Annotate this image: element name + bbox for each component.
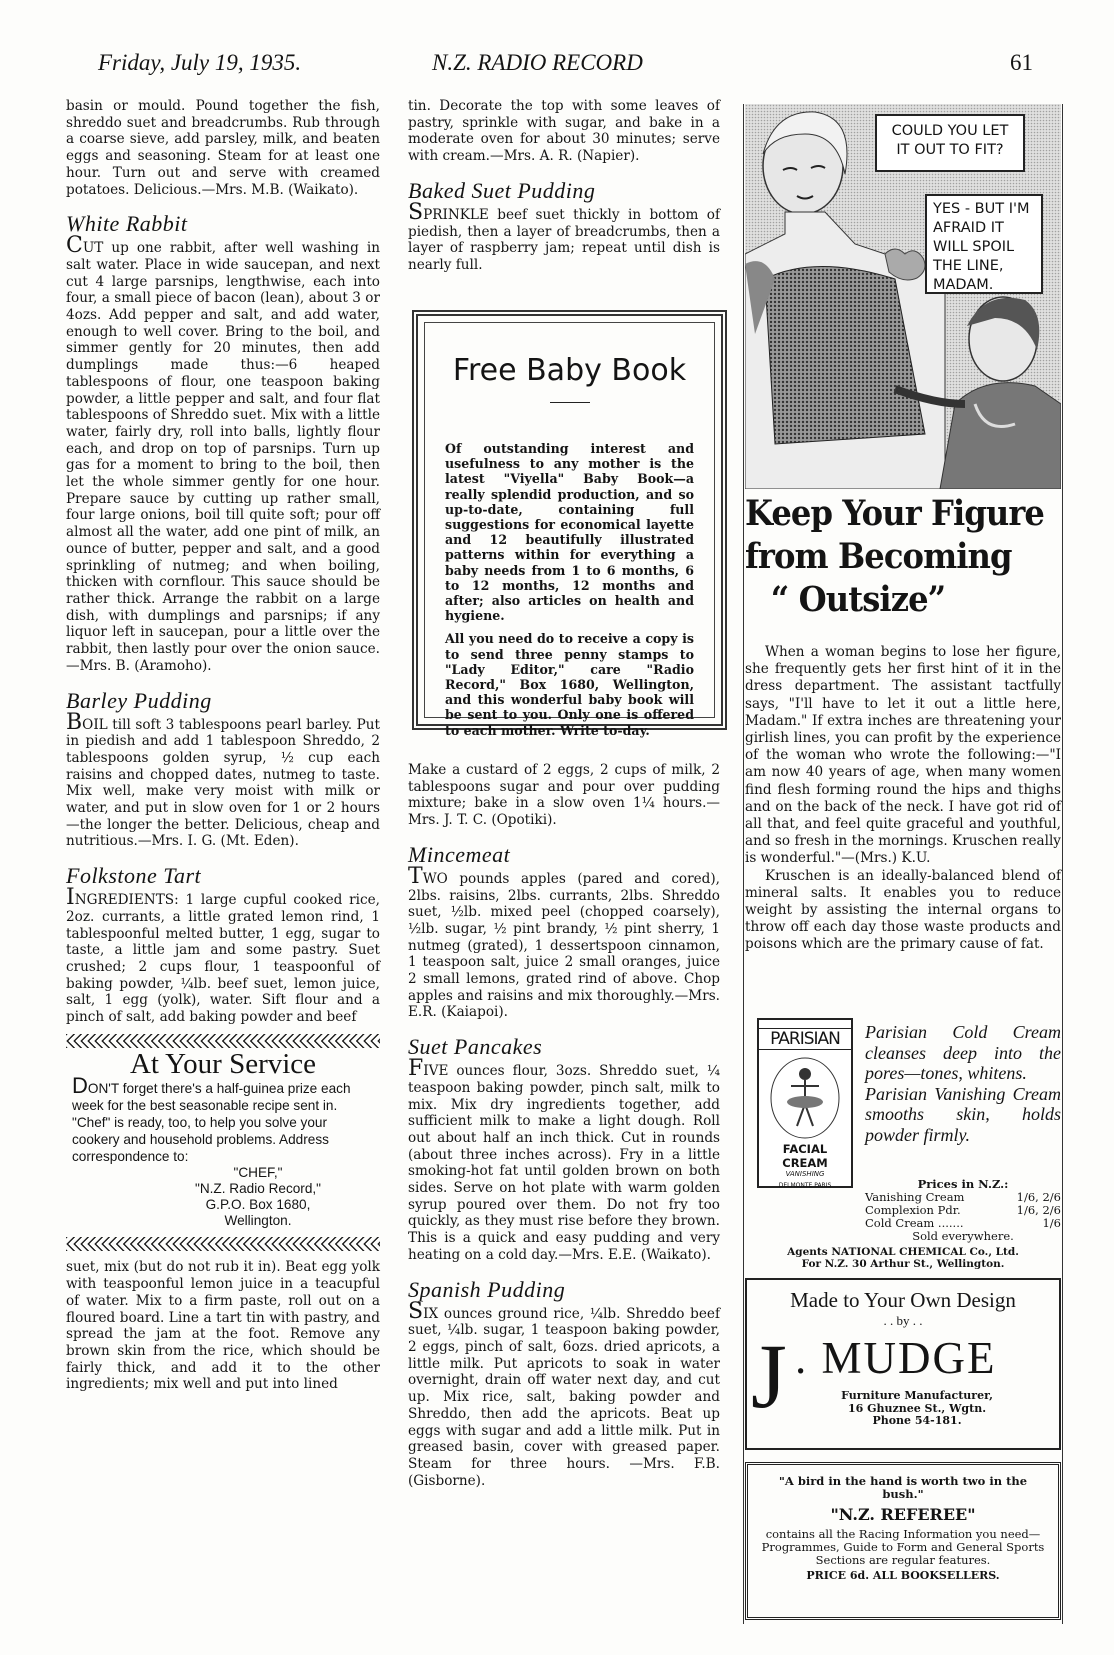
drop-cap: D bbox=[72, 1073, 88, 1099]
dancer-icon bbox=[761, 1052, 849, 1140]
column-2-top bbox=[408, 98, 720, 274]
recipe-title-folkstone-tart: Folkstone Tart bbox=[66, 863, 202, 889]
cream-jar-illustration: PARISIAN FACIAL CREAM VANISHING DELMONTE PARIS bbox=[757, 1018, 853, 1188]
drop-cap: I bbox=[66, 885, 75, 911]
mudge-initial: J bbox=[751, 1325, 787, 1427]
kruschen-body: When a woman begins to lose her figure, she frequently gets her first hint of it in the dress department. The assistant tactfully says, "I'll have to let it out a little here, Madam." If extra inches are threatening your girlish lines, you can profit by the experience of the woman who wrote the following:—"I am now 40 years of age, when many women find flesh forming round the hips and thighs and on the back of the neck. I have got rid of all that, and feel quite graceful and youthful, and so fresh in the mornings. Kruschen really is wonderful."—(Mrs.) K.U. Kruschen is an ideally-balanced blend of mineral salts. It enables you to reduce weight by assisting the internal organs to throw off each day those waste products and poisons which are the primary cause of fat. bbox=[745, 644, 1061, 953]
recipe-continued-intro-2: tin. Decorate the top with some leaves of pastry, sprinkle with sugar, and bake in a moderate oven for about 30 minutes; serve with cream.—Mrs. A. R. (Napier). bbox=[408, 98, 720, 165]
ornamental-border-bottom bbox=[66, 1237, 380, 1251]
recipe-body-baked-suet: SPRINKLE beef suet thickly in bottom of piedish, then a layer of breadcrumbs, then a layer of raspberry jam; repeat until dish is nearly full. bbox=[408, 199, 720, 273]
kruschen-ad bbox=[745, 104, 1061, 954]
at-your-service-box bbox=[66, 1047, 380, 1230]
parisian-prices: Prices in N.Z.: Vanishing Cream 1/6, 2/6 Complexion Pdr. 1/6, 2/6 Cold Cream ....... 1/6 Sold everywhere. bbox=[865, 1177, 1061, 1243]
drop-cap: B bbox=[66, 709, 83, 735]
baby-book-para-2: All you need do to receive a copy is to send three penny stamps to "Lady Editor," care "Radio Record," Box 1680, Wellington, and this wonderful baby book will be sent to you. Only one is offered to each mother. Write to-day. bbox=[445, 631, 694, 738]
column-rule bbox=[1062, 104, 1063, 1624]
baby-book-title: Free Baby Book bbox=[452, 353, 687, 388]
column-rule bbox=[743, 104, 744, 1624]
recipe-body-suet-pancakes: FIVE ounces flour, 3ozs. Shreddo suet, ¼ teaspoon baking powder, pinch salt, milk to mix. Mix dry ingredients together, add sufficient milk to make a light dough. Roll out about half an inch thick. Cut in rounds (about three inches across). Fry in a little smoking-hot fat until golden brown on both sides. Serve on hot plate with warm golden syrup poured over them. Do not fry too quickly, as they must rise before they brown. This is a quick and easy pudding and very heating on a cold day.—Mrs. E.E. (Waikato). bbox=[408, 1056, 720, 1263]
referee-ad: "A bird in the hand is worth two in the bush." "N.Z. REFEREE" contains all the Racing Information you need—Programmes, Guide to Form and General Sports Sections are regular features. PRICE 6d. ALL BOOKSELLERS. bbox=[745, 1462, 1061, 1620]
drop-cap: F bbox=[408, 1056, 424, 1082]
recipe-body-white-rabbit: CUT up one rabbit, after well washing in salt water. Place in wide saucepan, and next cut 4 large parsnips, lengthwise, each into four, a small piece of bacon (lean), about 3 or 4ozs. Add pepper and salt, and add water, enough to well cover. Bring to the boil, and simmer gently for 20 minutes, then add dumplings made thus:—6 heaped tablespoons of flour, one teaspoon baking powder, a little pepper and salt, and four flat tablespoons of Shreddo suet. Mix with a little water, fairly dry, roll into balls, lightly flour each, and drop on top of parsnips. Turn up gas for a moment to bring to the boil, then let the whole simmer gently for one hour. Prepare sauce by cutting up rather small, four large onions, boil till quite soft; pour off almost all the water, add one pint of milk, an ounce of butter, pepper and salt, and a good sprinkling of nutmeg; and when boiling, thicken with cornflour. This sauce should be rather thick. Arrange the rabbit on a large dish, with dumplings and parsnips; if any liquor left in saucepan, pour a little over the rabbit, then lastly pour over the onion sauce.—Mrs. B. (Aramoho). bbox=[66, 233, 380, 674]
ornamental-border-top bbox=[66, 1034, 380, 1048]
parisian-text: Parisian Cold Cream cleanses deep into the pores—tones, whitens. Parisian Vanishing Cream smooths skin, holds powder firmly. bbox=[865, 1022, 1061, 1145]
mudge-ad: Made to Your Own Design . . by . . J . MUDGE Furniture Manufacturer, 16 Ghuznee St., Wgtn. Phone 54-181. bbox=[745, 1278, 1061, 1450]
recipe-body-folkstone-tart: INGREDIENTS: 1 large cupful cooked rice, 2oz. currants, a little grated lemon rind, 1 tablespoonful melted butter, 1 egg, sugar to taste, a little jam and some pastry. Suet crushed; 2 cups flour, 1 teaspoonful of baking powder, ¼lb. beef suet, lemon juice, salt, 1 egg (yolk), water. Sift flour and a pinch of salt, add baking powder and beef bbox=[66, 885, 380, 1026]
parisian-agents: Agents NATIONAL CHEMICAL Co., Ltd. For N.Z. 30 Arthur St., Wellington. bbox=[787, 1246, 1019, 1270]
drop-cap: S bbox=[408, 199, 424, 225]
publication-title: N.Z. RADIO RECORD bbox=[432, 50, 643, 75]
headline: Keep Your Figure from Becoming “ Outsize” bbox=[745, 493, 1044, 620]
service-title: At Your Service bbox=[129, 1047, 317, 1080]
page-number: 61 bbox=[1010, 50, 1033, 75]
recipe-title-barley-pudding: Barley Pudding bbox=[66, 687, 212, 713]
free-baby-book-box bbox=[412, 310, 727, 738]
column-1 bbox=[66, 98, 380, 1393]
drop-cap: S bbox=[408, 1298, 424, 1324]
recipe-body-spanish-pudding: SIX ounces ground rice, ¼lb. Shreddo beef suet, ¼lb. sugar, 1 teaspoon baking powder, 2 eggs, pinch of salt, 6ozs. dried apricots, a little milk. Put apricots to soak in water overnight, drain off water next day, and cut up. Mix rice, salt, baking powder and Shreddo, then add the apricots. Beat up eggs with sugar and add a little milk. Put in greased basin, cover with greased paper. Steam for three hours. —Mrs. F.B. (Gisborne). bbox=[408, 1298, 720, 1489]
recipe-title-baked-suet: Baked Suet Pudding bbox=[408, 177, 596, 203]
parisian-ad bbox=[745, 1008, 1061, 1270]
mudge-name: . MUDGE bbox=[795, 1333, 997, 1383]
drop-cap: C bbox=[66, 233, 83, 259]
recipe-title-suet-pancakes: Suet Pancakes bbox=[408, 1034, 543, 1060]
page-header bbox=[0, 50, 1114, 80]
recipe-body-barley-pudding: BOIL till soft 3 tablespoons pearl barley. Put in piedish and add 1 tablespoon Shreddo, 2 tablespoons golden syrup, ½ cup each raisins and chopped dates, nutmeg to taste. Mix well, make very moist with milk or water, and put in slow oven for 1 or 2 hours—the longer the better. Delicious, cheap and nutritious.—Mrs. I. G. (Mt. Eden). bbox=[66, 709, 380, 850]
divider bbox=[550, 402, 590, 403]
recipe-title-mincemeat: Mincemeat bbox=[408, 841, 511, 867]
service-body: DON'T forget there's a half-guinea prize each week for the best seasonable recipe sent in. "Chef" is ready, too, to help you solve your cookery and household problems. Address correspondence to: bbox=[72, 1073, 351, 1165]
service-address: "CHEF," "N.Z. Radio Record," G.P.O. Box 1680, Wellington. bbox=[195, 1165, 321, 1229]
recipe-title-spanish-pudding: Spanish Pudding bbox=[408, 1276, 566, 1302]
baby-book-para-1: Of outstanding interest and usefulness to any mother is the latest "Viyella" Baby Book—a really splendid production, and so up-to-date, containing full suggestions for economical layette and 12 beautifully illustrated patterns within for everything a baby needs from 1 to 6 months, 6 to 12 months, 12 months and after; also articles on health and hygiene. bbox=[445, 441, 694, 624]
recipe-continued-intro: basin or mould. Pound together the fish, shreddo suet and breadcrumbs. Rub through a coarse sieve, add parsley, milk, and beaten eggs and seasoning. Steam for at least one hour. Turn out and serve with creamed potatoes. Delicious.—Mrs. M.B. (Waikato). bbox=[66, 98, 380, 198]
recipe-continued-folkstone: suet, mix (but do not rub it in). Beat egg yolk with teaspoonful lemon juice in a teacupful of water. Mix to a firm paste, roll out on a floured board. Line a tart tin with pastry, and spread the jam at the foot. Remove any brown skin from the rice, which should be fairly thick, and add it to the other ingredients; mix well and put into lined bbox=[66, 1259, 380, 1393]
recipe-title-white-rabbit: White Rabbit bbox=[66, 211, 188, 237]
custard-note: Make a custard of 2 eggs, 2 cups of milk, 2 tablespoons sugar and pour over pudding mixture; bake in a slow oven 1¼ hours.—Mrs. J. T. C. (Opotiki). bbox=[408, 762, 720, 829]
issue-date: Friday, July 19, 1935. bbox=[98, 50, 302, 75]
column-2-bottom bbox=[408, 762, 720, 1489]
drop-cap: T bbox=[408, 863, 423, 889]
recipe-body-mincemeat: TWO pounds apples (pared and cored), 2lbs. raisins, 2lbs. currants, 2lbs. Shreddo suet, ½lb. mixed peel (chopped coarsely), ½lb. sugar, ½ pint brandy, ½ pint sherry, 1 nutmeg (grated), 1 dessertspoon cinnamon, 1 teaspoon salt, juice 2 small oranges, juice 2 small lemons, grated rind of above. Chop apples and raisins and mix thoroughly.—Mrs. E.R. (Kaiapoi). bbox=[408, 863, 720, 1021]
mudge-details: Furniture Manufacturer, 16 Ghuznee St., Wgtn. Phone 54-181. bbox=[841, 1389, 993, 1427]
speech-bubble-customer: COULD YOU LET IT OUT TO FIT? bbox=[875, 114, 1025, 172]
speech-bubble-assistant: YES - BUT I'M AFRAID IT WILL SPOIL THE LINE, MADAM. bbox=[925, 194, 1043, 294]
